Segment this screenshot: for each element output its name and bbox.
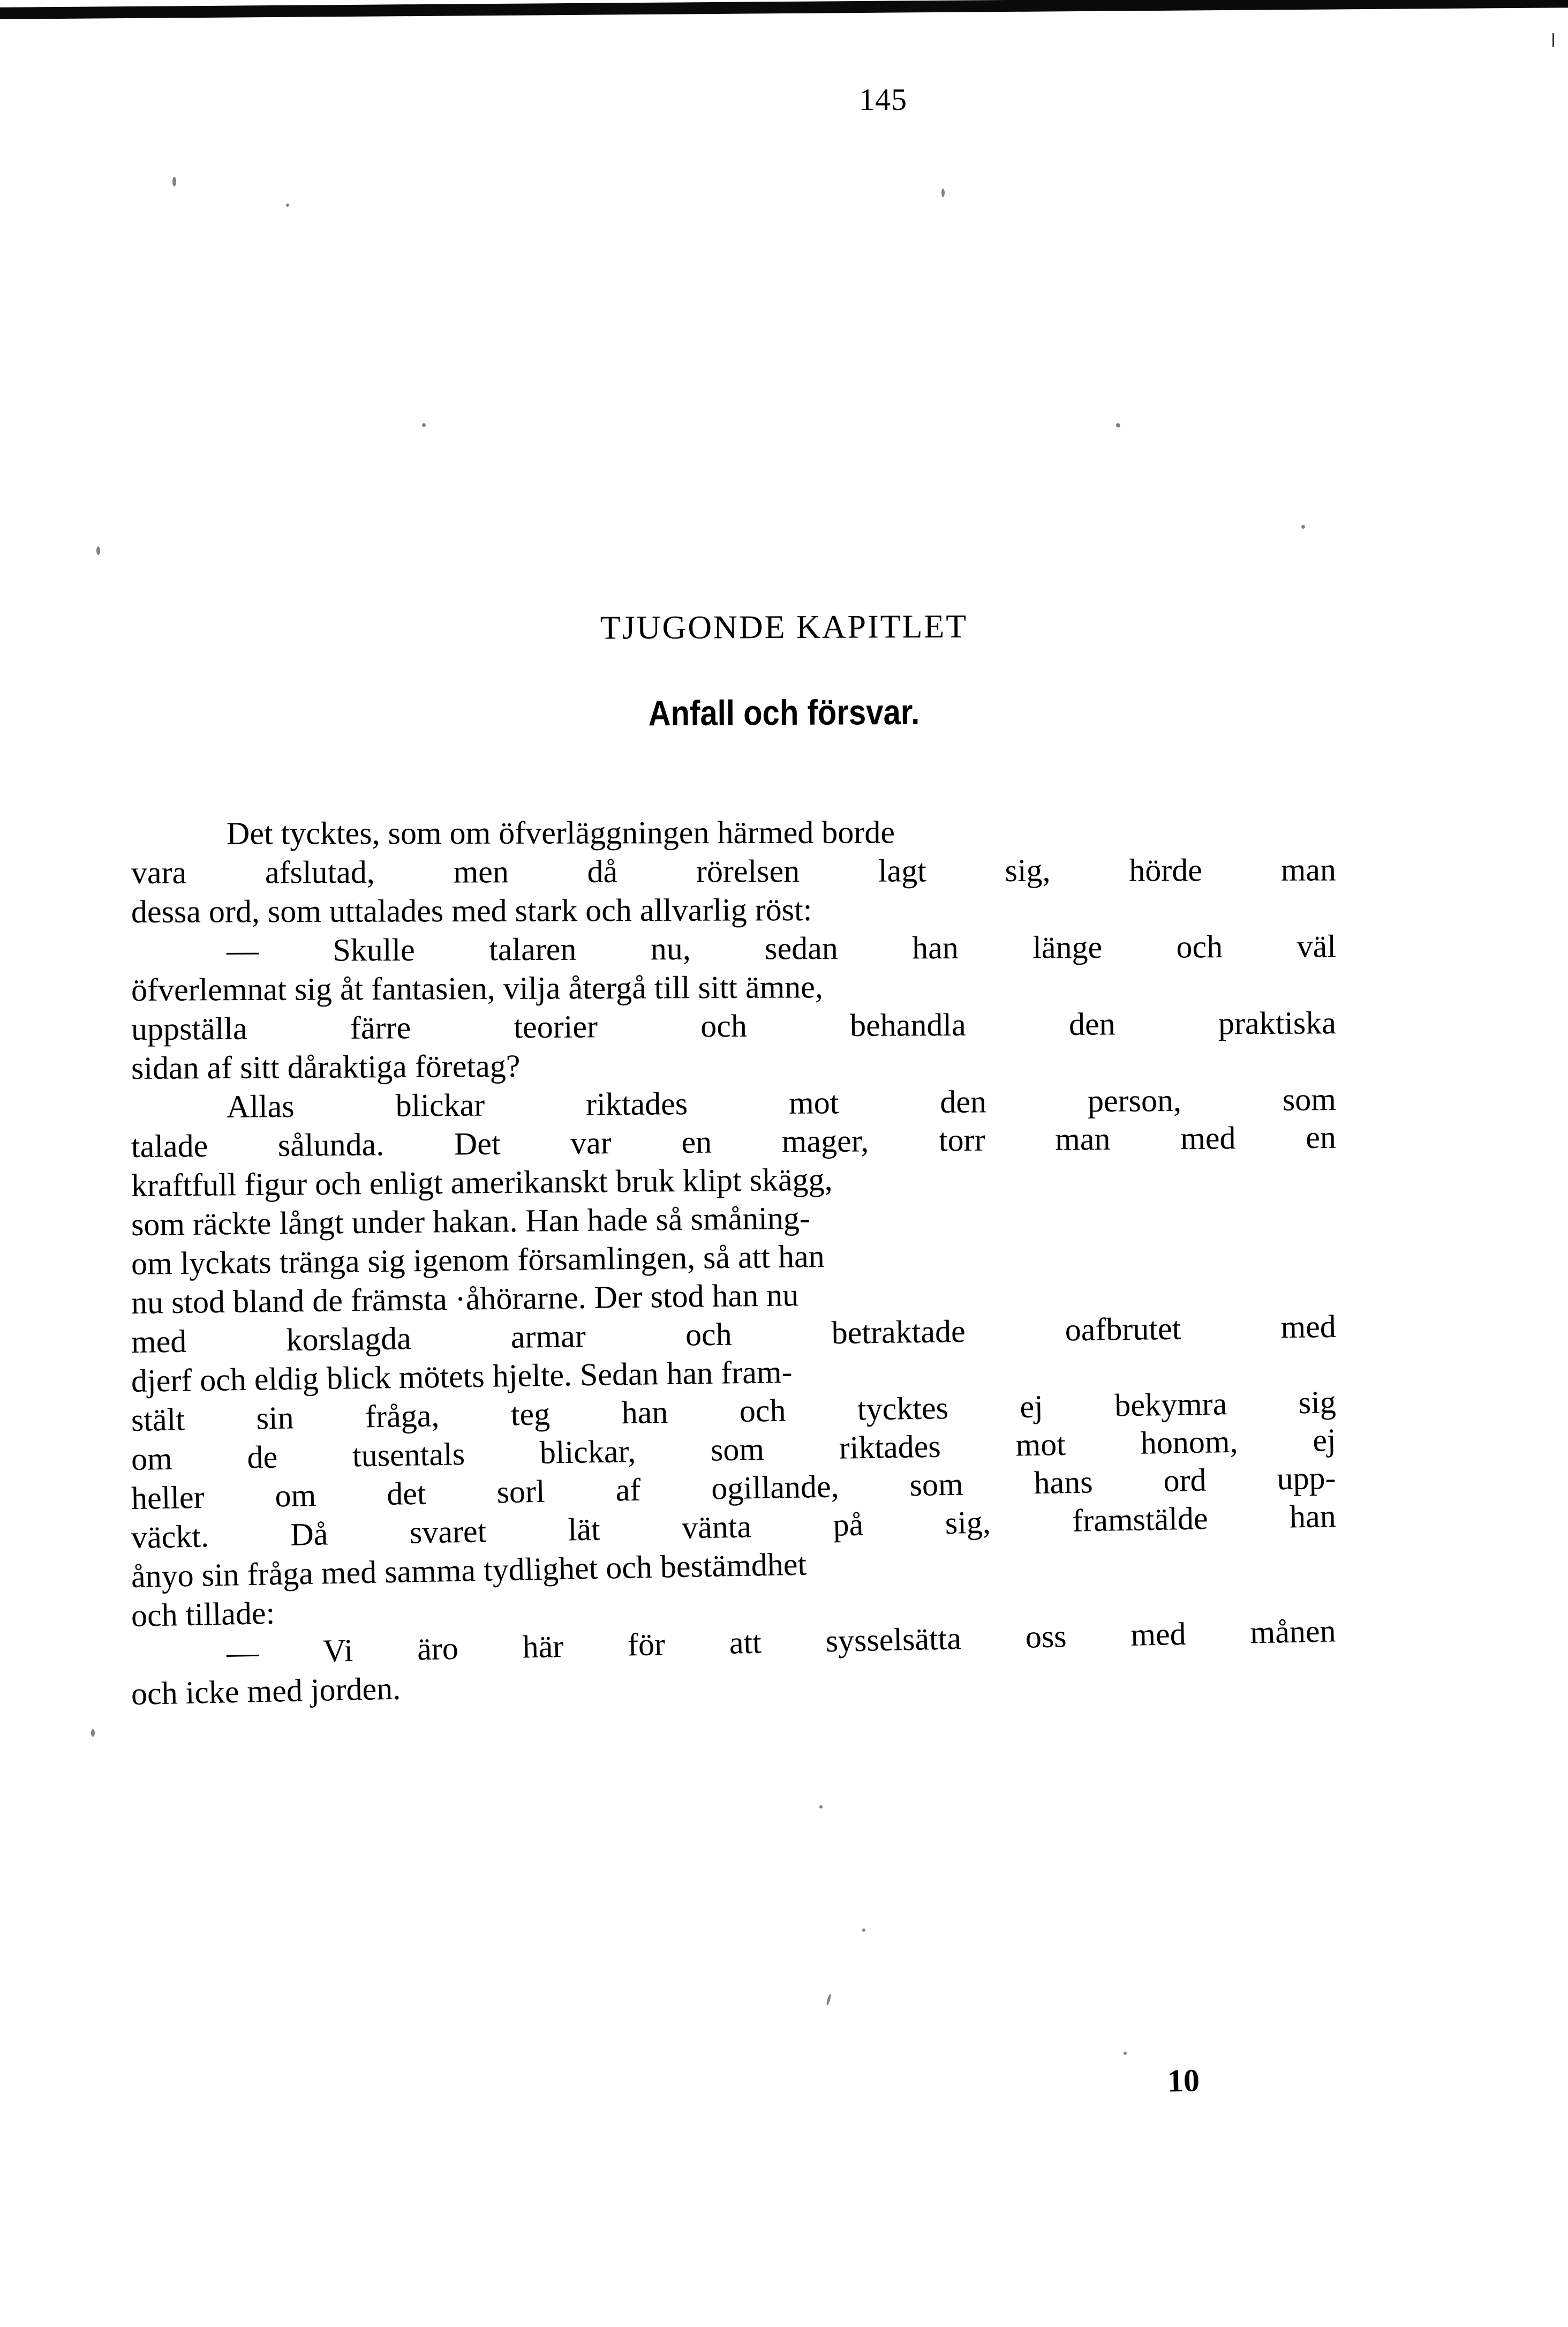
dust-fleck (96, 546, 100, 555)
text-line: som räckte långt under hakan. Han hade så småning- (131, 1200, 811, 1242)
text-word: Vi (322, 1632, 353, 1669)
text-word: den (940, 1084, 987, 1120)
text-word: som (710, 1431, 765, 1468)
text-word: — (226, 1634, 259, 1671)
text-word: ej (1019, 1388, 1044, 1425)
text-word: man (1280, 852, 1337, 888)
dust-fleck (1124, 2052, 1127, 2055)
dust-fleck (422, 423, 426, 427)
text-word: det (386, 1475, 427, 1512)
text-word: länge (1032, 929, 1103, 965)
text-word: ord (1163, 1462, 1207, 1499)
text-word: äro (417, 1630, 459, 1667)
text-word: afslutad, (265, 854, 375, 890)
text-word: heller (131, 1479, 205, 1516)
text-word: hans (1034, 1464, 1094, 1501)
text-word: teg (510, 1396, 551, 1432)
text-word: person, (1087, 1082, 1182, 1119)
dust-fleck (826, 1994, 832, 2006)
text-line: sidan af sitt dåraktiga företag? (131, 1048, 521, 1086)
text-word: på (833, 1506, 864, 1543)
dust-fleck (286, 204, 289, 207)
dust-fleck (1116, 423, 1120, 427)
text-word: färre (350, 1010, 411, 1046)
text-word: och (700, 1008, 748, 1044)
text-word: af (615, 1472, 641, 1508)
text-word: oafbrutet (1065, 1310, 1181, 1348)
text-word: med (131, 1323, 187, 1360)
text-word: med (1280, 1308, 1337, 1345)
text-word: och (739, 1392, 786, 1429)
text-line: ånyo sin fråga med samma tydlighet och bestämdhet (131, 1546, 807, 1594)
text-word: han (621, 1394, 668, 1431)
text-line (131, 927, 1336, 971)
text-word: korslagda (286, 1320, 412, 1358)
text-word: väl (1296, 928, 1337, 964)
text-word: talade (131, 1128, 208, 1164)
text-word: Det (454, 1125, 501, 1162)
text-word: betraktade (831, 1313, 966, 1351)
text-word: om (131, 1440, 173, 1477)
text-word: hörde (1129, 852, 1203, 888)
text-word: han (912, 930, 959, 966)
text-word: en (681, 1124, 712, 1160)
text-word: uppställa (131, 1010, 247, 1047)
text-word: sig, (1005, 852, 1051, 889)
text-word: sorl (496, 1473, 546, 1510)
text-word: upp- (1277, 1460, 1337, 1497)
text-line (131, 851, 1336, 892)
text-word: blickar, (539, 1433, 636, 1470)
text-word: sålunda. (277, 1127, 385, 1163)
text-word: månen (1249, 1613, 1337, 1650)
scan-tick-artifact (1552, 33, 1554, 47)
text-word: mot (1015, 1426, 1066, 1463)
text-word: lagt (878, 853, 926, 889)
text-word: tusentals (352, 1436, 465, 1474)
text-word: mager, (781, 1123, 869, 1159)
text-word: väckt. (131, 1518, 209, 1555)
text-word: talaren (489, 931, 577, 967)
text-word: mot (788, 1085, 839, 1121)
text-line: kraftfull figur och enligt amerikanskt bruk klipt skägg, (131, 1161, 833, 1203)
chapter-heading: TJUGONDE KAPITLET (600, 608, 968, 647)
text-word: en (1305, 1119, 1337, 1155)
text-word: vänta (681, 1508, 752, 1545)
text-word: och (1176, 929, 1223, 965)
text-word: riktades (839, 1428, 941, 1466)
text-word: med (1180, 1120, 1236, 1156)
text-word: honom, (1140, 1423, 1238, 1461)
dust-fleck (172, 177, 176, 186)
text-word: fråga, (365, 1398, 440, 1435)
dust-fleck (862, 1928, 865, 1932)
text-word: här (522, 1628, 564, 1665)
text-line: djerf och eldig blick mötets hjelte. Sedan han fram- (131, 1354, 793, 1399)
text-word: nu, (650, 930, 691, 967)
text-word: sedan (765, 930, 838, 966)
text-word: men (453, 854, 509, 890)
text-line: öfverlemnat sig åt fantasien, vilja återgå till sitt ämne, (131, 969, 823, 1008)
text-word: behandla (850, 1007, 966, 1043)
text-word: de (246, 1439, 278, 1475)
text-word: då (587, 853, 618, 889)
page-number (0, 81, 1568, 117)
text-word: var (570, 1125, 612, 1161)
text-word: sysselsätta (825, 1620, 962, 1659)
text-word: Då (290, 1516, 328, 1552)
text-word: ogillande, (711, 1468, 840, 1506)
text-word: svaret (409, 1513, 487, 1550)
text-word: oss (1025, 1618, 1067, 1655)
dust-fleck (91, 1729, 95, 1737)
signature-mark: 10 (1167, 2062, 1200, 2099)
dust-fleck (819, 1805, 823, 1808)
text-word: man (1054, 1121, 1111, 1157)
text-word: Allas (226, 1088, 295, 1124)
text-line: nu stod bland de främsta ·åhörarne. Der stod han nu (131, 1277, 799, 1320)
text-word: Skulle (333, 932, 415, 968)
text-word: som (1282, 1082, 1337, 1117)
body-text-block (131, 814, 1336, 1714)
text-word: rörelsen (696, 853, 800, 889)
text-word: torr (938, 1122, 985, 1158)
text-word: sin (256, 1400, 295, 1436)
text-line: Det tycktes, som om öfverläggningen härmed borde (226, 814, 895, 851)
text-word: och (685, 1316, 733, 1353)
text-word: för (627, 1626, 666, 1663)
text-word: armar (510, 1318, 586, 1355)
text-word: stält (131, 1401, 185, 1438)
text-word: teorier (514, 1009, 598, 1045)
text-word: — (226, 933, 259, 969)
text-word: med (1130, 1616, 1187, 1653)
text-word: som (909, 1466, 964, 1503)
scan-edge-artifact (0, 0, 1568, 19)
text-word: lät (568, 1511, 601, 1548)
text-word: framstälde (1072, 1500, 1209, 1538)
dust-fleck (941, 189, 945, 197)
text-word: praktiska (1218, 1005, 1337, 1041)
text-word: bekymra (1114, 1386, 1227, 1423)
text-line: och icke med jorden. (131, 1670, 401, 1712)
text-word: tycktes (857, 1390, 949, 1427)
text-word: sig (1298, 1384, 1337, 1421)
text-line: och tillade: (131, 1595, 275, 1633)
text-line: dessa ord, som uttalades med stark och allvarlig röst: (131, 892, 812, 929)
dust-fleck (1301, 525, 1305, 529)
text-word: den (1068, 1006, 1115, 1042)
text-word: ej (1312, 1422, 1337, 1458)
text-word: att (729, 1624, 762, 1661)
page-number-value: 145 (858, 81, 908, 117)
text-line: om lyckats tränga sig igenom församlingen, så att han (131, 1238, 825, 1281)
text-word: riktades (585, 1086, 688, 1122)
text-line (131, 1003, 1336, 1049)
chapter-title: Anfall och försvar. (648, 692, 920, 733)
text-word: vara (131, 854, 187, 890)
text-word: sig, (945, 1504, 991, 1541)
text-word: blickar (395, 1087, 485, 1123)
text-word: han (1289, 1498, 1337, 1535)
text-word: om (275, 1477, 316, 1514)
